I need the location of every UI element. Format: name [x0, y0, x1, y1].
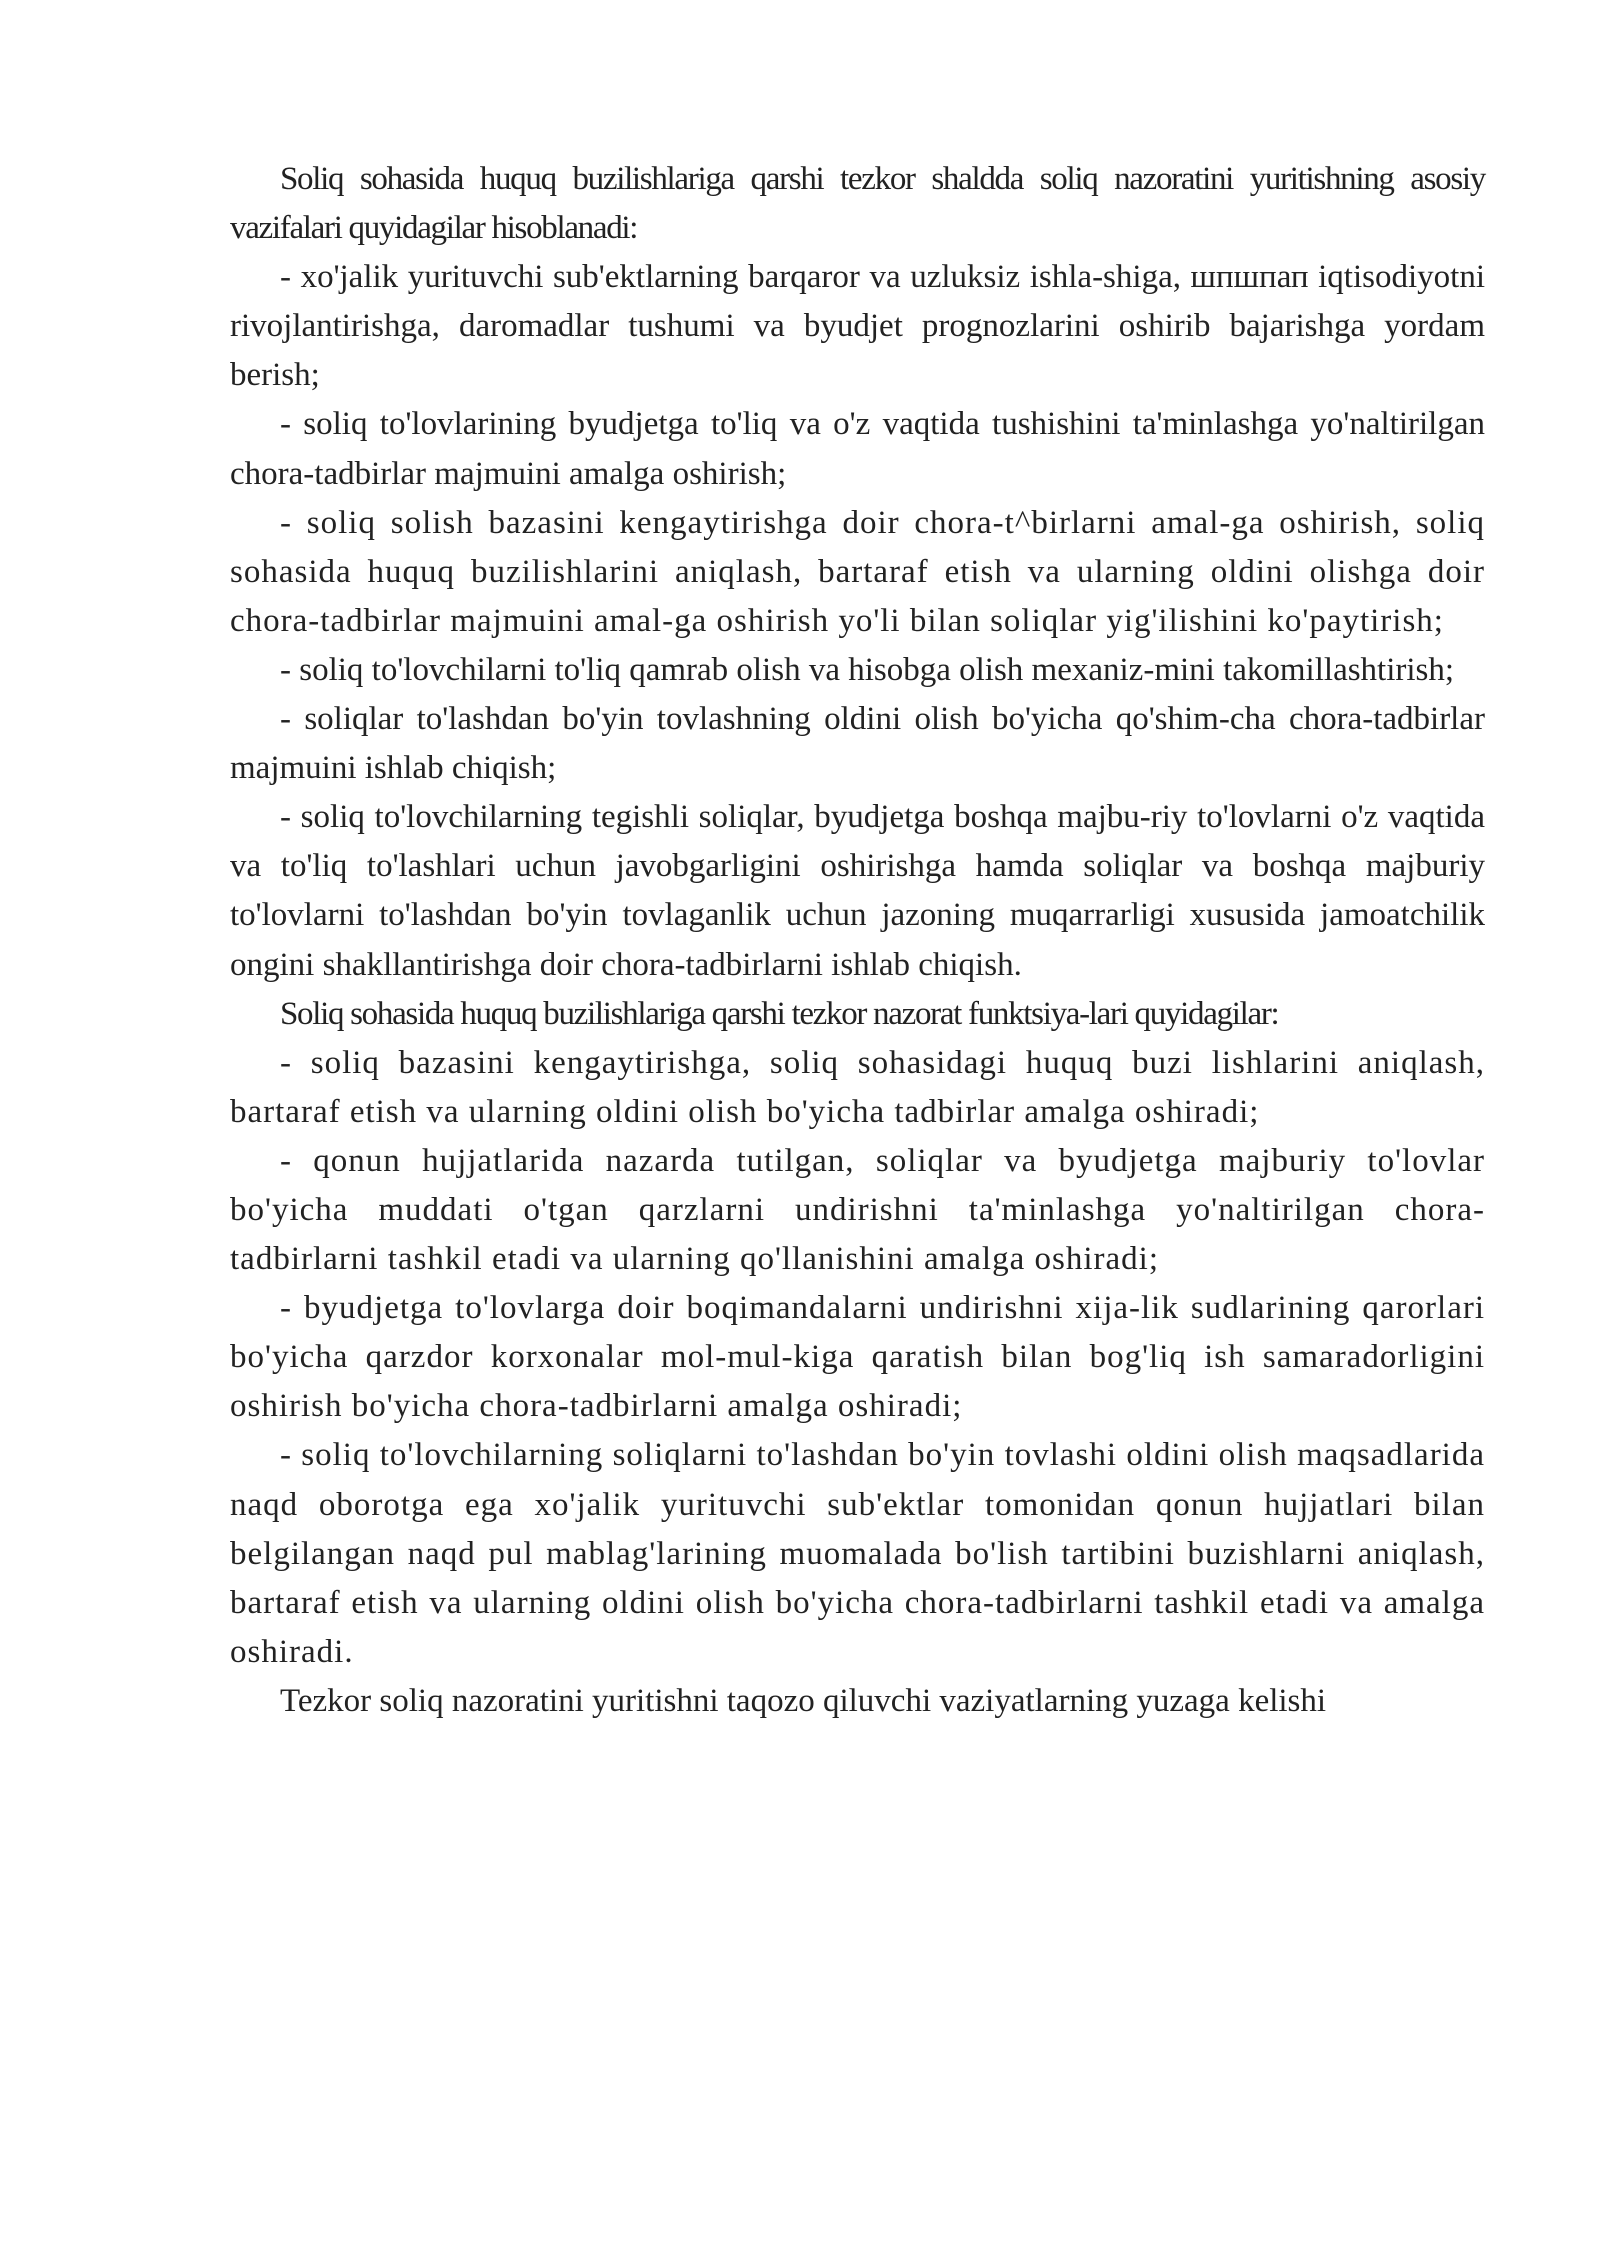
paragraph-intro-tasks: Soliq sohasida huquq buzilishlariga qarshi tezkor shaldda soliq nazoratini yuritishning asosiy vazifalari quyidagilar hisoblanadi: — [230, 161, 1485, 247]
list-item-cash-circulation: - soliq to'lovchilarning soliqlarni to'lashdan bo'yin tovlashi oldini olish maqsadlarida naqd oborotga ega xo'jalik yurituvchi sub'ektlar tomonidan qonun hujjatlari bilan belgilangan naqd pul mablag'larining muomalada bo'lish tartibini buzishlarni aniqlash, bartaraf etish va ularning oldini olish bo'yicha chora-tadbirlarni tashkil etadi va amalga oshiradi. — [230, 1437, 1485, 1670]
list-item-evasion-prevention: - soliqlar to'lashdan bo'yin tovlashning oldini olish bo'yicha qo'shim-cha chora-tadbirlar majmuini ishlab chiqish; — [230, 701, 1485, 787]
list-item-responsibility: - soliq to'lovchilarning tegishli soliqlar, byudjetga boshqa majbu-riy to'lovlarni o'z vaqtida va to'liq to'lashlari uchun javobgarligini oshirishga hamda soliqlar va boshqa majburiy to'lovlarni to'lashdan bo'yin tovlaganlik uchun jazoning muqarrarligi xususida jamoatchilik ongini shakllantirishga doir chora-tadbirlarni ishlab chiqish. — [230, 799, 1485, 983]
list-item-debt-collection: - qonun hujjatlarida nazarda tutilgan, soliqlar va byudjetga majburiy to'lovlar bo'yicha muddati o'tgan qarzlarni undirishni ta'minlashga yo'naltirilgan chora-tadbirlarni tashkil etadi va ularning qo'llanishini amalga oshiradi; — [230, 1142, 1485, 1278]
list-item-support-entities: - xo'jalik yurituvchi sub'ektlarning barqaror va uzluksiz ishla-shiga, шпшпап iqtisodiyotni rivojlantirishga, daromadlar tushumi va byudjet prognozlarini oshirib bajarishga yordam berish; — [230, 259, 1485, 394]
list-item-taxpayer-coverage: - soliq to'lovchilarni to'liq qamrab olish va hisobga olish mexaniz-mini takomillashtirish; — [280, 651, 1455, 688]
list-item-tax-base: - soliq solish bazasini kengaytirishga doir chora-t^birlarni amal-ga oshirish, soliq sohasida huquq buzilishlarini aniqlash, bartaraf etish va ularning oldini olishga doir chora-tadbirlar majmuini amal-ga oshirish yo'li bilan soliqlar yig'ilishini ko'paytirish; — [230, 504, 1485, 639]
paragraph-intro-functions: Soliq sohasida huquq buzilishlariga qarshi tezkor nazorat funktsiya-lari quyidagilar: — [280, 995, 1279, 1032]
paragraph-operational-control: Tezkor soliq nazoratini yuritishni taqozo qiluvchi vaziyatlarning yuzaga kelishi — [280, 1682, 1327, 1719]
list-item-arrears: - byudjetga to'lovlarga doir boqimandalarni undirishni xija-lik sudlarining qarorlari bo'yicha qarzdor korxonalar mol-mul-kiga qaratish bilan bog'liq ish samaradorligini oshirish bo'yicha chora-tadbirlarni amalga oshiradi; — [230, 1290, 1485, 1425]
list-item-tax-base-expansion: - soliq bazasini kengaytirishga, soliq sohasidagi huquq buzi lishlarini aniqlash, bartaraf etish va ularning oldini olish bo'yicha tadbirlar amalga oshiradi; — [230, 1044, 1485, 1130]
list-item-budget-payments: - soliq to'lovlarining byudjetga to'liq va o'z vaqtida tushishini ta'minlashga yo'naltirilgan chora-tadbirlar majmuini amalga oshirish; — [230, 406, 1485, 492]
document-page — [230, 155, 1485, 1726]
